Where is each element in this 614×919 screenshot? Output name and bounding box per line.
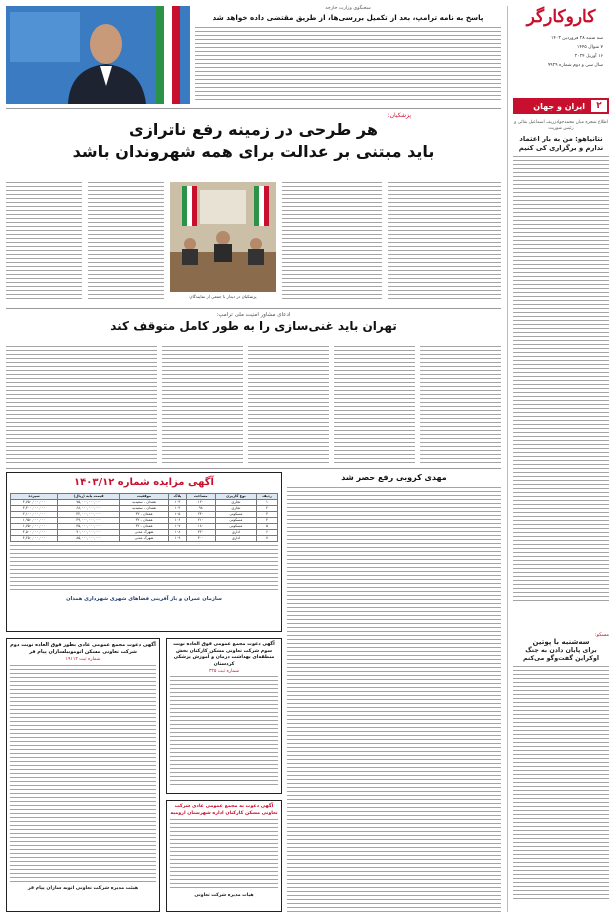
auction-table-row xyxy=(11,536,278,542)
issue-gregorian: ۱۶ آوریل ۲۰۲۴ xyxy=(574,54,603,59)
auction-table-cell: همدان - سعیدیه xyxy=(119,506,168,512)
right-story-2 xyxy=(513,632,609,912)
main-story-body-left1 xyxy=(88,182,164,302)
auction-table-cell: ۲۱۰ xyxy=(186,518,215,524)
auction-table-cell: ۱۰۷ xyxy=(169,524,186,530)
auction-table-cell: ۳ xyxy=(257,512,278,518)
auction-table-cell: اداری xyxy=(215,536,256,542)
top-story xyxy=(195,6,501,102)
ad-bottom-footer: هیئت مدیره شرکت تعاونی اتوبه سازان پیام فر xyxy=(27,886,139,891)
auction-table-cell: ۱۰۶ xyxy=(169,518,186,524)
top-rule xyxy=(6,108,501,109)
main-photo-caption: پزشکیان در دیدار با جمعی از نمایندگان xyxy=(189,294,257,299)
col-header: نوع کاربری xyxy=(215,494,256,500)
auction-table-cell: مسکونی xyxy=(215,518,256,524)
auction-table-cell: ۳۲۰ xyxy=(186,530,215,536)
issue-number: سال سی و دوم شماره ۹۹۲۹ xyxy=(547,63,603,68)
rule-3 xyxy=(6,468,501,469)
mid-story-body xyxy=(287,487,501,912)
story2-title-2: برای پایان دادن به جنگ اوکراین گفت‌وگو می‌کنم xyxy=(522,647,600,662)
main-story-headline-2: باید مبتنی بر عدالت برای همه شهروندان باشد xyxy=(72,142,435,161)
top-story-headline: پاسخ به نامه ترامپ، بعد از تکمیل بررسی‌ها، از طریق مقتضی داده خواهد شد xyxy=(212,13,484,22)
ad-bottom-number: شماره ثبت ۱۹۱۱۲ xyxy=(65,657,101,662)
auction-table-cell: ۹۸ xyxy=(186,506,215,512)
main-story-head xyxy=(6,112,501,176)
main-story-body-right xyxy=(388,182,501,302)
story2-body xyxy=(513,666,609,901)
page-number: ۲ xyxy=(591,100,607,112)
masthead-logo: کاروکارگر xyxy=(526,7,596,27)
auction-table-cell: ۶ xyxy=(257,530,278,536)
story1-kicker: اطلاع شجره ميان محمدجواد‌زریف اسماعیل بقائی و رئیس‌ شوریت xyxy=(514,120,608,131)
story2-title-1: سه‌شنبه با پوتین xyxy=(532,638,590,646)
second-story-head xyxy=(6,312,501,342)
main-story-body-mid xyxy=(282,182,382,302)
auction-table-cell: ۷۵,۰۰۰,۰۰۰,۰۰۰ xyxy=(58,500,120,506)
auction-table-cell: همدان - ۳۲ xyxy=(119,518,168,524)
second-story-col-3 xyxy=(248,346,329,464)
col-header: قیمت پایه (ریال) xyxy=(58,494,120,500)
col-header: سپرده xyxy=(11,494,58,500)
auction-table-cell: ۱۲۰ xyxy=(186,500,215,506)
story1-title: نتانیاهو: من به بار اعتماد ندارم و برگزاری کی کنیم xyxy=(518,135,604,152)
top-story-kicker: سخنگوی وزارت خارجه xyxy=(325,6,371,11)
masthead-issue xyxy=(513,34,609,70)
ad-left-1-body xyxy=(170,676,278,786)
column-rule xyxy=(507,6,508,912)
second-story-col-4 xyxy=(162,346,243,464)
mid-story-title: مهدی کروبی رفع حصر شد xyxy=(341,473,447,482)
main-story-body-left2 xyxy=(6,182,82,302)
col-header: پلاک xyxy=(169,494,186,500)
story1-body xyxy=(513,156,609,604)
mid-story xyxy=(287,472,501,912)
auction-ad-title: آگهی مزایده شماره ۱۴۰۳/۱۲ xyxy=(74,477,214,488)
auction-table-cell: ۱۰۹ xyxy=(169,536,186,542)
issue-date: سه شنبه ۲۸ فروردین ۱۴۰۳ xyxy=(550,36,603,41)
auction-table xyxy=(10,493,278,542)
top-photo xyxy=(6,6,190,104)
ad-bottom-title: آگهی دعوت مجمع عمومی عادی بطور فوق العاده نوبت دوم شرکت تعاونی مسکن اتوموبیلسازان پیام فر xyxy=(10,642,156,655)
auction-table-cell: ۱ xyxy=(257,500,278,506)
auction-table-cell: ۸۵,۰۰۰,۰۰۰,۰۰۰ xyxy=(58,536,120,542)
second-story-headline: تهران باید غنی‌سازی را به طور کامل متوقف کند xyxy=(110,319,397,333)
ad-left-2-body xyxy=(170,819,278,891)
second-story-col-1 xyxy=(420,346,501,464)
auction-table-cell: ۱۰۳ xyxy=(169,500,186,506)
auction-table-cell: شهرک مدنی xyxy=(119,530,168,536)
auction-table-cell: ۳۵,۰۰۰,۰۰۰,۰۰۰ xyxy=(58,524,120,530)
ad-left-1 xyxy=(166,638,282,794)
auction-table-cell: ۱۰۵ xyxy=(169,512,186,518)
auction-table-cell: مسکونی xyxy=(215,512,256,518)
auction-table-cell: اداری xyxy=(215,530,256,536)
ad-left-2 xyxy=(166,800,282,912)
ad-bottom xyxy=(6,638,160,912)
issue-hijri: ۷ شوال ۱۴۴۵ xyxy=(576,45,603,50)
auction-table-cell: ۱,۷۵۰,۰۰۰,۰۰۰ xyxy=(11,524,58,530)
auction-ad-terms xyxy=(10,545,278,593)
ad-left-1-title: آگهی دعوت مجمع عمومی فوق العاده نوبت سوم شرکت تعاونی مسکن کارکنان بخش منطقه‌ای بهداشت درمان و آموزش پزشکی کردستان xyxy=(173,642,275,667)
col-header: مساحت xyxy=(186,494,215,500)
ad-left-2-footer: هیات مدیره شرکت تعاونی xyxy=(194,893,254,898)
auction-table-cell: همدان - ۳۲ xyxy=(119,512,168,518)
auction-table-cell: ۱۰۸ xyxy=(169,530,186,536)
auction-table-cell: مسکونی xyxy=(215,524,256,530)
auction-table-cell: ۳,۷۵۰,۰۰۰,۰۰۰ xyxy=(11,500,58,506)
col-header: ردیف xyxy=(257,494,278,500)
main-story-headline-1: هر طرحی در زمینه رفع ناترازی xyxy=(129,120,378,139)
auction-ad xyxy=(6,472,282,632)
auction-table-cell: ۲,۱۰۰,۰۰۰,۰۰۰ xyxy=(11,512,58,518)
auction-table-cell: ۴,۵۰۰,۰۰۰,۰۰۰ xyxy=(11,530,58,536)
main-story-kicker: پزشکیان: xyxy=(387,112,411,119)
auction-table-cell: ۱,۹۵۰,۰۰۰,۰۰۰ xyxy=(11,518,58,524)
auction-table-cell: تجاری xyxy=(215,500,256,506)
auction-ad-org: سازمان عمران و باز آفرینی فضاهای شهری شهرداری همدان xyxy=(66,596,222,602)
auction-table-cell: ۳۰۰ xyxy=(186,536,215,542)
auction-table-cell: ۳۹,۰۰۰,۰۰۰,۰۰۰ xyxy=(58,518,120,524)
auction-table-cell: ۱۸۰ xyxy=(186,524,215,530)
meeting-photo xyxy=(170,182,276,292)
main-photo xyxy=(170,182,276,292)
second-story-col-5 xyxy=(6,346,157,464)
auction-table-cell: تجاری xyxy=(215,506,256,512)
mid-rule xyxy=(6,308,501,309)
right-story-1 xyxy=(513,120,609,620)
auction-table-cell: ۷ xyxy=(257,536,278,542)
auction-table-cell: ۱۰۴ xyxy=(169,506,186,512)
auction-table-cell: همدان - ۳۲ xyxy=(119,524,168,530)
auction-table-cell: شهرک مدنی xyxy=(119,536,168,542)
official-photo xyxy=(6,6,190,104)
ad-bottom-body xyxy=(10,665,156,883)
top-story-body xyxy=(195,27,501,101)
auction-table-cell: ۴۲,۰۰۰,۰۰۰,۰۰۰ xyxy=(58,512,120,518)
auction-table-cell: ۳,۴۰۰,۰۰۰,۰۰۰ xyxy=(11,506,58,512)
auction-table-cell: ۶۸,۰۰۰,۰۰۰,۰۰۰ xyxy=(58,506,120,512)
auction-table-cell: همدان - سعیدیه xyxy=(119,500,168,506)
ad-left-2-title: آگهی دعوت به مجمع عمومی عادی شرکت تعاونی مسکن کارکنان اداره شهرستان ارومیه xyxy=(170,804,278,816)
col-header: موقعیت xyxy=(119,494,168,500)
auction-table-cell: ۲۴۰ xyxy=(186,512,215,518)
story2-kicker: مسکو: xyxy=(594,632,609,638)
second-story-col-2 xyxy=(334,346,415,464)
section-title: ایران و جهان xyxy=(533,101,585,111)
ad-left-1-number: شماره ثبت ۳۲۵ xyxy=(208,669,240,674)
auction-table-cell: ۹۰,۰۰۰,۰۰۰,۰۰۰ xyxy=(58,530,120,536)
second-story-kicker: ادعای مشاور امنیت ملی ترامپ: xyxy=(216,312,291,318)
auction-table-cell: ۴ xyxy=(257,518,278,524)
section-bar xyxy=(513,98,609,114)
auction-table-cell: ۲ xyxy=(257,506,278,512)
auction-table-cell: ۵ xyxy=(257,524,278,530)
masthead xyxy=(513,6,609,106)
auction-table-cell: ۴,۲۵۰,۰۰۰,۰۰۰ xyxy=(11,536,58,542)
